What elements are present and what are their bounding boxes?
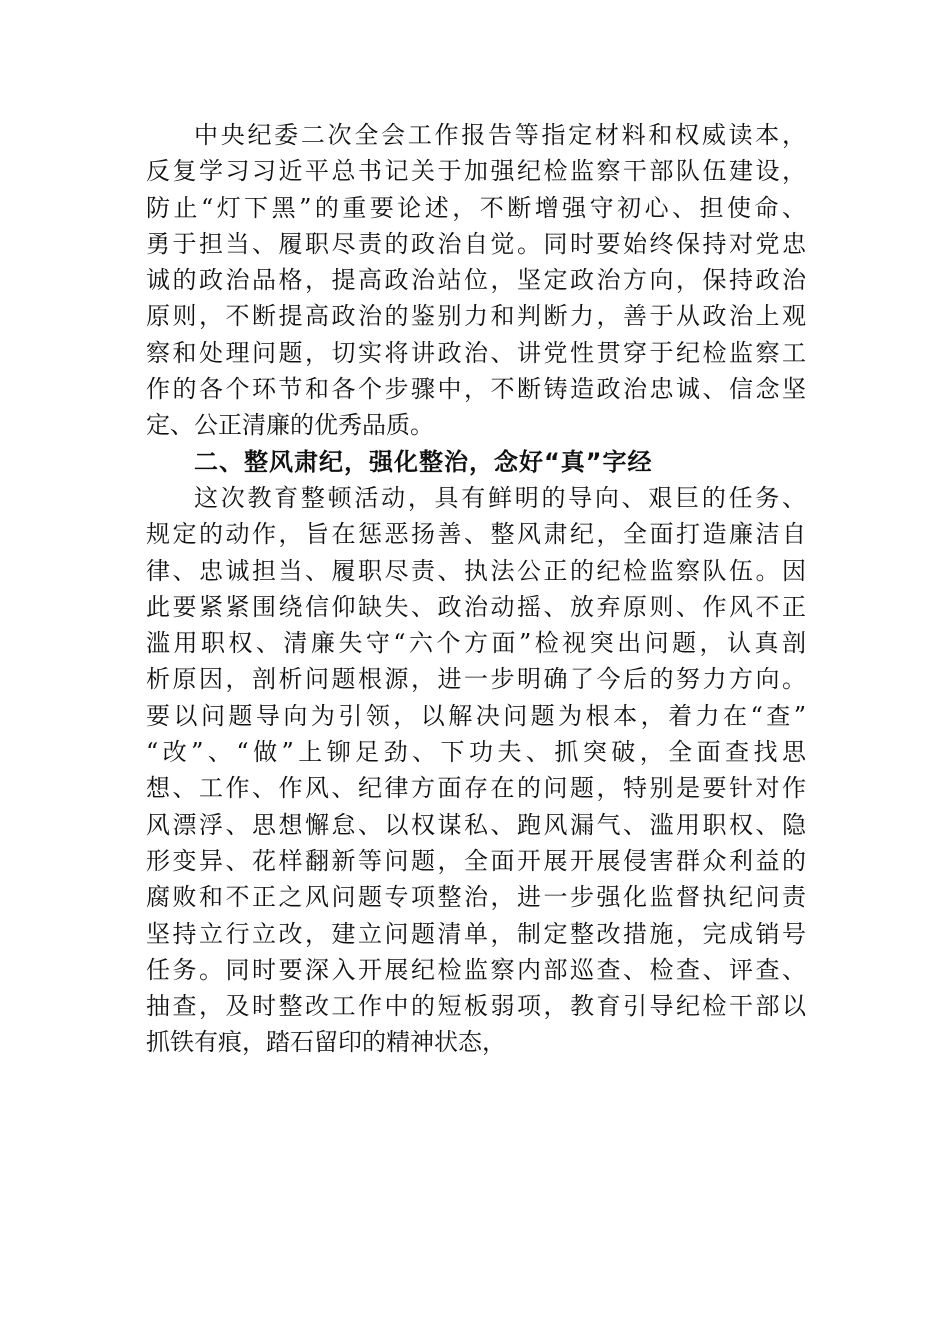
paragraph-line: 这次教育整顿活动，具有鲜明的导向、艰巨的任务、 <box>194 483 806 512</box>
paragraph-line: 中央纪委二次全会工作报告等指定材料和权威读本， <box>194 121 806 149</box>
paragraph-line: 察和处理问题，切实将讲政治、讲党性贯穿于纪检监察工 <box>146 338 806 367</box>
paragraph-line: 形变异、花样翻新等问题，全面开展开展侵害群众利益的 <box>146 846 806 875</box>
paragraph-line: 滥用职权、清廉失守“六个方面”检视突出问题，认真剖 <box>146 629 806 658</box>
paragraph-1 <box>146 117 806 444</box>
paragraph-2 <box>146 480 806 1061</box>
paragraph-line: 定、公正清廉的优秀品质。 <box>146 411 434 440</box>
paragraph-line: 析原因，剖析问题根源，进一步明确了今后的努力方向。 <box>146 665 806 694</box>
paragraph-line: 防止“灯下黑”的重要论述，不断增强守初心、担使命、 <box>146 193 806 222</box>
paragraph-line: “改”、“做”上铆足劲、下功夫、抓突破，全面查找思 <box>146 738 806 767</box>
paragraph-line: 作的各个环节和各个步骤中，不断铸造政治忠诚、信念坚 <box>146 375 806 404</box>
paragraph-line: 此要紧紧围绕信仰缺失、政治动摇、放弃原则、作风不正 <box>146 592 806 621</box>
paragraph-line: 勇于担当、履职尽责的政治自觉。同时要始终保持对党忠 <box>146 229 806 258</box>
document-body <box>146 117 806 1061</box>
paragraph-line: 风漂浮、思想懈怠、以权谋私、跑风漏气、滥用职权、隐 <box>146 810 806 839</box>
paragraph-line: 腐败和不正之风问题专项整治，进一步强化监督执纪问责 <box>146 883 806 912</box>
section-heading: 二、整风肃纪，强化整治，念好“真”字经 <box>194 447 653 476</box>
paragraph-line: 要以问题导向为引领，以解决问题为根本，着力在“查” <box>146 701 806 730</box>
paragraph-line: 律、忠诚担当、履职尽责、执法公正的纪检监察队伍。因 <box>146 556 806 585</box>
paragraph-line: 坚持立行立改，建立问题清单，制定整改措施，完成销号 <box>146 919 806 948</box>
paragraph-line: 规定的动作，旨在惩恶扬善、整风肃纪，全面打造廉洁自 <box>146 520 806 549</box>
paragraph-line: 抽查，及时整改工作中的短板弱项，教育引导纪检干部以 <box>146 992 806 1021</box>
paragraph-line: 诚的政治品格，提高政治站位，坚定政治方向，保持政治 <box>146 266 806 295</box>
paragraph-line: 原则，不断提高政治的鉴别力和判断力，善于从政治上观 <box>146 302 806 331</box>
paragraph-line: 任务。同时要深入开展纪检监察内部巡查、检查、评查、 <box>146 955 806 984</box>
paragraph-line: 想、工作、作风、纪律方面存在的问题，特别是要针对作 <box>146 774 806 803</box>
paragraph-line: 反复学习习近平总书记关于加强纪检监察干部队伍建设， <box>146 157 806 186</box>
paragraph-line: 抓铁有痕，踏石留印的精神状态， <box>146 1028 506 1057</box>
